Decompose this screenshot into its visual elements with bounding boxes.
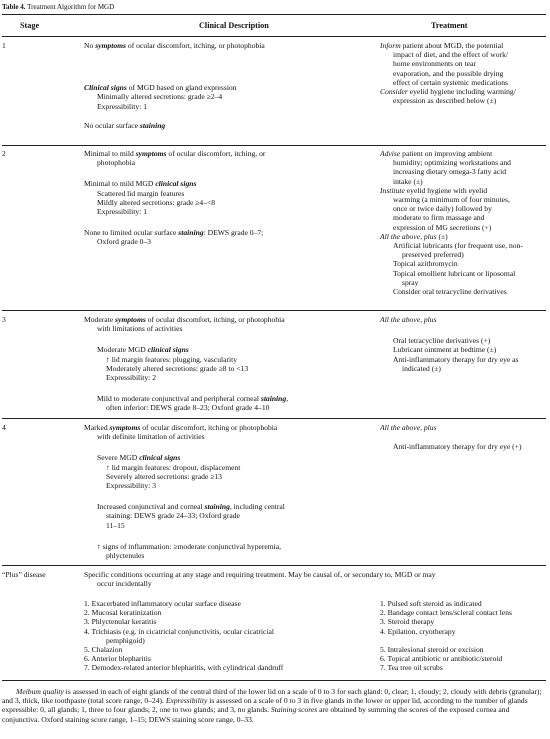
list-item: 4. Epilation, cryotherapy: [380, 626, 456, 636]
list-item: 4. Trichiasis (e.g. in cicatricial conjunctivitis, ocular cicatricial: [84, 626, 274, 636]
plus-disease-conditions: [84, 599, 374, 673]
stage-4-label: 4: [2, 423, 6, 432]
list-item: 5. Intralesional steroid or excision: [380, 644, 484, 654]
header-stage: Stage: [20, 21, 40, 30]
stage-4-treatment: All the above, plus Anti-inflammatory therapy for dry eye (+): [380, 423, 522, 452]
stage-2-label: 2: [2, 149, 6, 158]
table-title: [2, 3, 114, 11]
stage-4-clinical: Marked symptoms of ocular discomfort, itching or photophobia with definite limitation of activities Severe MGD clinical signs ↑ lid margin features: dropout, displacement Severely altered secretions: grade ≥13 Expressibility: 3 Increased conjunctival and corneal staining, including central staining: DEWS grade 24–33; Oxford grade 11–15 ↑ signs of inflammation: ≥moderate conjunctival hyperemia, phlyctenules: [84, 423, 285, 561]
list-item: 5. Chalazion: [84, 645, 123, 655]
list-item: 3. Steroid therapy: [380, 617, 435, 627]
row-rule-3: [2, 418, 546, 419]
plus-disease-label: “Plus” disease: [2, 570, 46, 579]
stage-3-clinical: Moderate symptoms of ocular discomfort, itching, or photophobia with limitations of activities Moderate MGD clinical signs ↑ lid margin features: plugging, vascularity Moderately altered secretions: grade ≥8 to <13 Expressibility: 2 Mild to moderate conjunctival and peripheral corneal staining, often inferior: DEWS grade 8–23; Oxford grade 4–10: [84, 315, 289, 413]
list-item: 6. Topical antibiotic or antibiotic/steroid: [380, 654, 503, 664]
list-item: 7. Tea tree oil scrubs: [380, 663, 443, 673]
list-item: 1. Pulsed soft steroid as indicated: [380, 599, 482, 608]
table-footnote: Meibum quality is assessed in each of eight glands of the central third of the lower lid on a scale of 0 to 3 for each gland: 0, clear; 1, cloudy; 2, cloudy with debris (granular); and 3, thick, like toothpaste (total score range, 0–24). Expressibility is assessed on a scale of 0 to 3 in five glands in the lower or upper lid, according to the number of glands expressible: 0, all glands; 1, three to four glands; 2, one to two glands; and 3, no glands. Staining scores are obtained by summing the scores of the exposed cornea and conjunctiva. Oxford staining score range, 1–15; DEWS staining score range, 0–33.: [2, 687, 542, 724]
header-clinical: Clinical Description: [199, 21, 269, 30]
stage-2-clinical: Minimal to mild symptoms of ocular discomfort, itching, or photophobia Minimal to mild MGD clinical signs Scattered lid margin features Mildly altered secretions: grade ≥4–<8 Expressibility: 1 None to limited ocular surface staining: DEWS grade 0–7; Oxford grade 0–3: [84, 149, 266, 247]
list-item: 7. Demodex-related anterior blepharitis, with cylindrical dandruff: [84, 663, 284, 673]
plus-disease-intro: Specific conditions occurring at any stage and requiring treatment. May be causal of, or secondary to, MGD or may occur incidentally: [84, 570, 436, 589]
stage-1-label: 1: [2, 41, 6, 50]
stage-1-treatment: Inform patient about MGD, the potential impact of diet, and the effect of work/ home environments on tear evaporation, and the possible drying effect of certain systemic medications Consider eyelid hygiene including warming/ expression as described below (±): [380, 41, 516, 106]
plus-disease-treatments: [380, 599, 548, 672]
header-rule: [2, 36, 546, 37]
stage-2-treatment: Advise patient on improving ambient humidity; optimizing workstations and increasing dietary omega-3 fatty acid intake (±) Institute eyelid hygiene with eyelid warming (a minimum of four minutes, once or twice daily) followed by moderate to firm massage and expression of MG secretions (+) All the above, plus (±) Artificial lubricants (for frequent use, non- preserved preferred) Topical azithromycin Topical emollient lubricant or liposomal spray Consider oral tetracycline derivatives: [380, 149, 523, 297]
bottom-rule: [2, 680, 546, 681]
list-item: 2. Mucosal keratinization: [84, 608, 162, 618]
stage-3-treatment: All the above, plus Oral tetracycline derivatives (+) Lubricant ointment at bedtime (±) Anti-inflammatory therapy for dry eye as indicated (±): [380, 315, 519, 373]
stage-3-label: 3: [2, 315, 6, 324]
stage-1-clinical: No symptoms of ocular discomfort, itching, or photophobia Clinical signs of MGD based on gland expression Minimally altered secretions: grade ≥2–4 Expressibility: 1 No ocular surface staining: [84, 41, 265, 130]
top-rule: [2, 14, 546, 15]
row-rule-4: [2, 565, 546, 566]
header-treatment: Treatment: [431, 21, 468, 30]
row-rule-2: [2, 310, 546, 311]
list-item: pemphigoid): [106, 635, 145, 645]
list-item: 3. Phlyctenular keratitis: [84, 617, 157, 627]
list-item: 6. Anterior blepharitis: [84, 654, 151, 664]
row-rule-1: [2, 145, 546, 146]
table-number: Table 4.: [2, 3, 26, 11]
list-item: 1. Exacerbated inflammatory ocular surface disease: [84, 599, 241, 608]
list-item: 2. Bandage contact lens/scleral contact lens: [380, 608, 512, 618]
table-title-text: Treatment Algorithm for MGD: [27, 3, 115, 11]
